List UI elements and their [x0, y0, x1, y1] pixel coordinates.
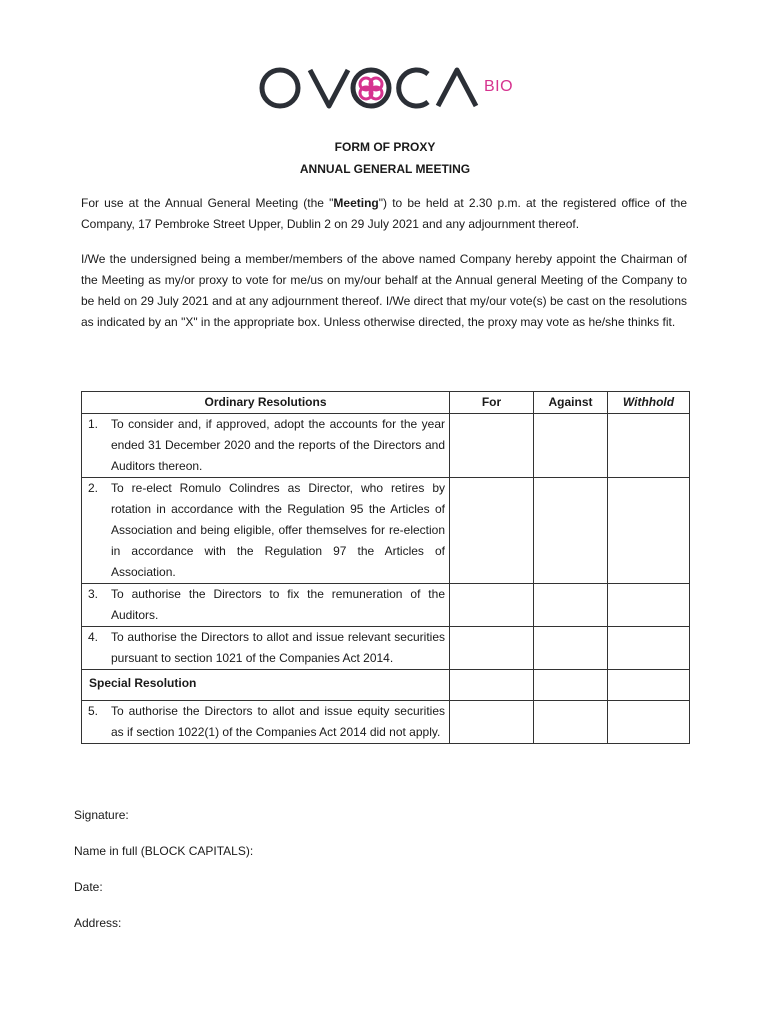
resolution-text: To authorise the Directors to allot and issue relevant securities pursuant to section 1021 of the Companies Act 2014. [111, 630, 445, 665]
resolution-text: To authorise the Directors to allot and issue equity securities as if section 1022(1) of the Companies Act 2014 did not apply. [111, 704, 445, 739]
vote-against-box[interactable] [534, 701, 608, 744]
vote-withhold-box[interactable] [608, 478, 690, 584]
table-row [82, 627, 690, 670]
empty-cell [608, 670, 690, 701]
logo-bio-suffix: BIO [484, 78, 514, 95]
vote-against-box[interactable] [534, 414, 608, 478]
header-withhold: Withhold [608, 392, 690, 414]
empty-cell [534, 670, 608, 701]
empty-cell [450, 670, 534, 701]
vote-withhold-box[interactable] [608, 701, 690, 744]
vote-for-box[interactable] [450, 414, 534, 478]
vote-against-box[interactable] [534, 478, 608, 584]
special-resolution-heading: Special Resolution [89, 676, 197, 690]
special-resolution-header-row [82, 670, 690, 701]
vote-for-box[interactable] [450, 701, 534, 744]
resolution-number: 3. [88, 587, 99, 601]
vote-for-box[interactable] [450, 627, 534, 670]
table-header-row [82, 392, 690, 414]
intro-pre: For use at the Annual General Meeting (the " [81, 196, 334, 210]
form-title: FORM OF PROXY [334, 140, 436, 154]
vote-for-box[interactable] [450, 478, 534, 584]
resolution-number: 4. [88, 630, 99, 644]
signature-label: Signature: [74, 808, 129, 822]
vote-for-box[interactable] [450, 584, 534, 627]
form-subtitle: ANNUAL GENERAL MEETING [299, 162, 471, 176]
header-for: For [450, 392, 534, 414]
resolution-text: To authorise the Directors to fix the remuneration of the Auditors. [111, 587, 445, 622]
resolutions-table [81, 391, 690, 744]
table-row [82, 584, 690, 627]
intro-paragraph [81, 193, 687, 235]
vote-against-box[interactable] [534, 627, 608, 670]
intro-meeting-term: Meeting [333, 196, 379, 210]
vote-against-box[interactable] [534, 584, 608, 627]
resolution-number: 5. [88, 704, 99, 718]
ovoca-bio-logo [258, 62, 520, 114]
vote-withhold-box[interactable] [608, 414, 690, 478]
resolution-number: 2. [88, 481, 99, 495]
header-ordinary-resolutions: Ordinary Resolutions [82, 392, 450, 414]
table-row [82, 414, 690, 478]
resolution-number: 1. [88, 417, 99, 431]
table-row [82, 478, 690, 584]
resolution-text: To consider and, if approved, adopt the accounts for the year ended 31 December 2020 and the reports of the Directors and Auditors thereon. [111, 417, 445, 473]
table-row [82, 701, 690, 744]
address-label: Address: [74, 916, 122, 930]
resolution-text: To re-elect Romulo Colindres as Director, who retires by rotation in accordance with the Regulation 95 the Articles of Association and being eligible, offer themselves for re-election in accordance with the Regulation 97 the Articles of Association. [111, 481, 445, 579]
vote-withhold-box[interactable] [608, 584, 690, 627]
date-label: Date: [74, 880, 103, 894]
header-against: Against [534, 392, 608, 414]
name-label: Name in full (BLOCK CAPITALS): [74, 844, 254, 858]
vote-withhold-box[interactable] [608, 627, 690, 670]
appointment-paragraph: I/We the undersigned being a member/members of the above named Company hereby appoint the Chairman of the Meeting as my/or proxy to vote for me/us on my/our behalf at the Annual general Meeting of the Company to be held on 29 July 2021 and at any adjournment thereof. I/We direct that my/our vote(s) be cast on the resolutions as indicated by an "X" in the appropriate box. Unless otherwise directed, the proxy may vote as he/she thinks fit. [81, 252, 687, 329]
intro-post: ") to be held at 2.30 p.m. at the registered office of the Company, 17 Pembroke Street Upper, Dublin 2 on 29 July 2021 and any adjournment thereof. [81, 196, 688, 231]
